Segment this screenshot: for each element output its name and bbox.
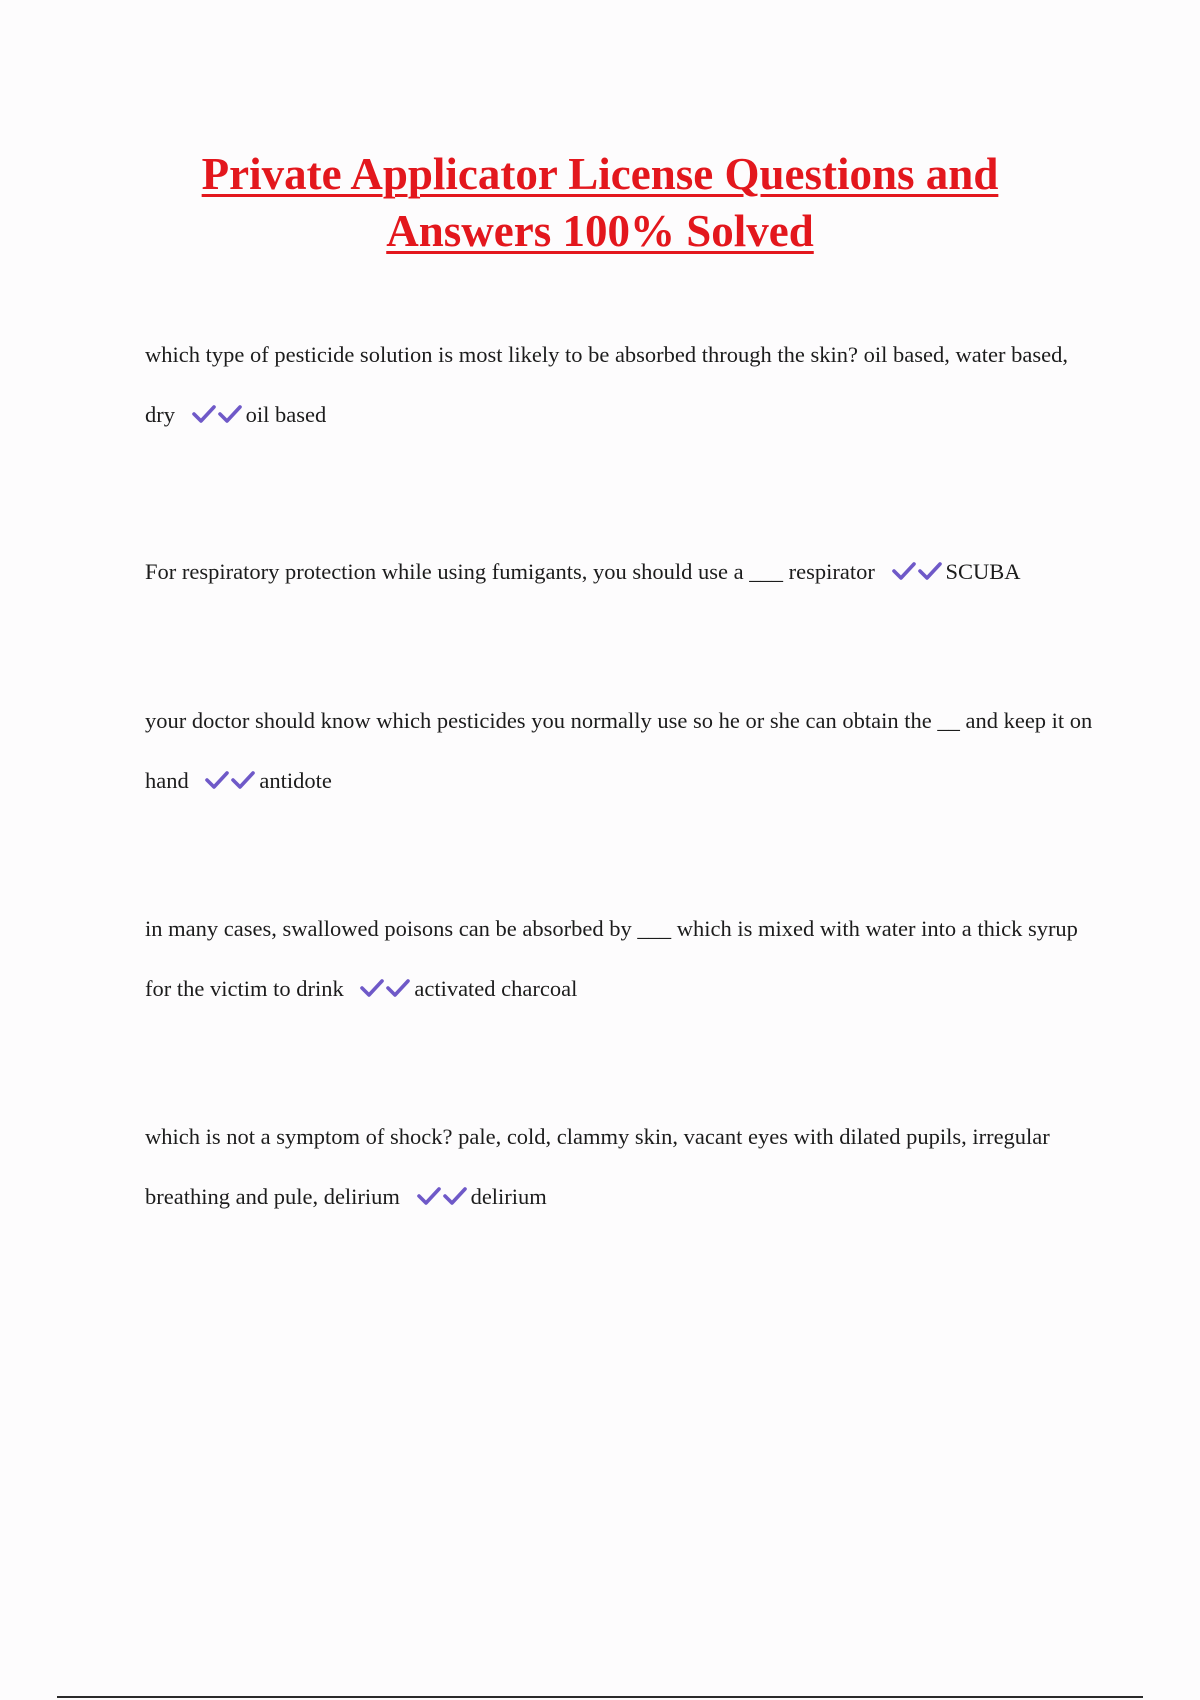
qa-item-5	[145, 1107, 1100, 1230]
check-icon	[385, 977, 411, 999]
double-check-icon	[891, 545, 943, 605]
title-line-1: Private Applicator License Questions and	[201, 149, 999, 199]
double-check-icon	[359, 962, 411, 1022]
document-title	[100, 146, 1100, 260]
qa-item-4	[145, 899, 1100, 1022]
double-check-icon	[191, 388, 243, 448]
answer-text: activated charcoal	[414, 976, 578, 1001]
qa-item-3	[145, 691, 1100, 814]
check-icon	[917, 560, 943, 582]
check-icon	[359, 977, 385, 999]
answer-text: antidote	[259, 768, 332, 793]
check-icon	[891, 560, 917, 582]
double-check-icon	[204, 754, 256, 814]
check-icon	[204, 769, 230, 791]
check-icon	[230, 769, 256, 791]
answer-text: SCUBA	[945, 559, 1021, 584]
title-line-2: Answers 100% Solved	[386, 206, 814, 256]
check-icon	[416, 1185, 442, 1207]
qa-item-2	[145, 542, 1100, 605]
check-icon	[442, 1185, 468, 1207]
question-text: in many cases, swallowed poisons can be absorbed by ___ which is mixed with water into a thick syrup for the victim to drink	[145, 916, 1078, 1001]
check-icon	[217, 403, 243, 425]
question-text: which type of pesticide solution is most likely to be absorbed through the skin? oil based, water based, dry	[145, 342, 1068, 427]
question-text: your doctor should know which pesticides you normally use so he or she can obtain the __ and keep it on hand	[145, 708, 1093, 793]
question-text: For respiratory protection while using fumigants, you should use a ___ respirator	[145, 559, 875, 584]
qa-item-1	[145, 325, 1100, 448]
question-text: which is not a symptom of shock? pale, cold, clammy skin, vacant eyes with dilated pupils, irregular breathing and pule, delirium	[145, 1124, 1050, 1209]
double-check-icon	[416, 1170, 468, 1230]
check-icon	[191, 403, 217, 425]
answer-text: delirium	[470, 1184, 547, 1209]
answer-text: oil based	[245, 402, 327, 427]
footer-divider	[57, 1696, 1143, 1698]
